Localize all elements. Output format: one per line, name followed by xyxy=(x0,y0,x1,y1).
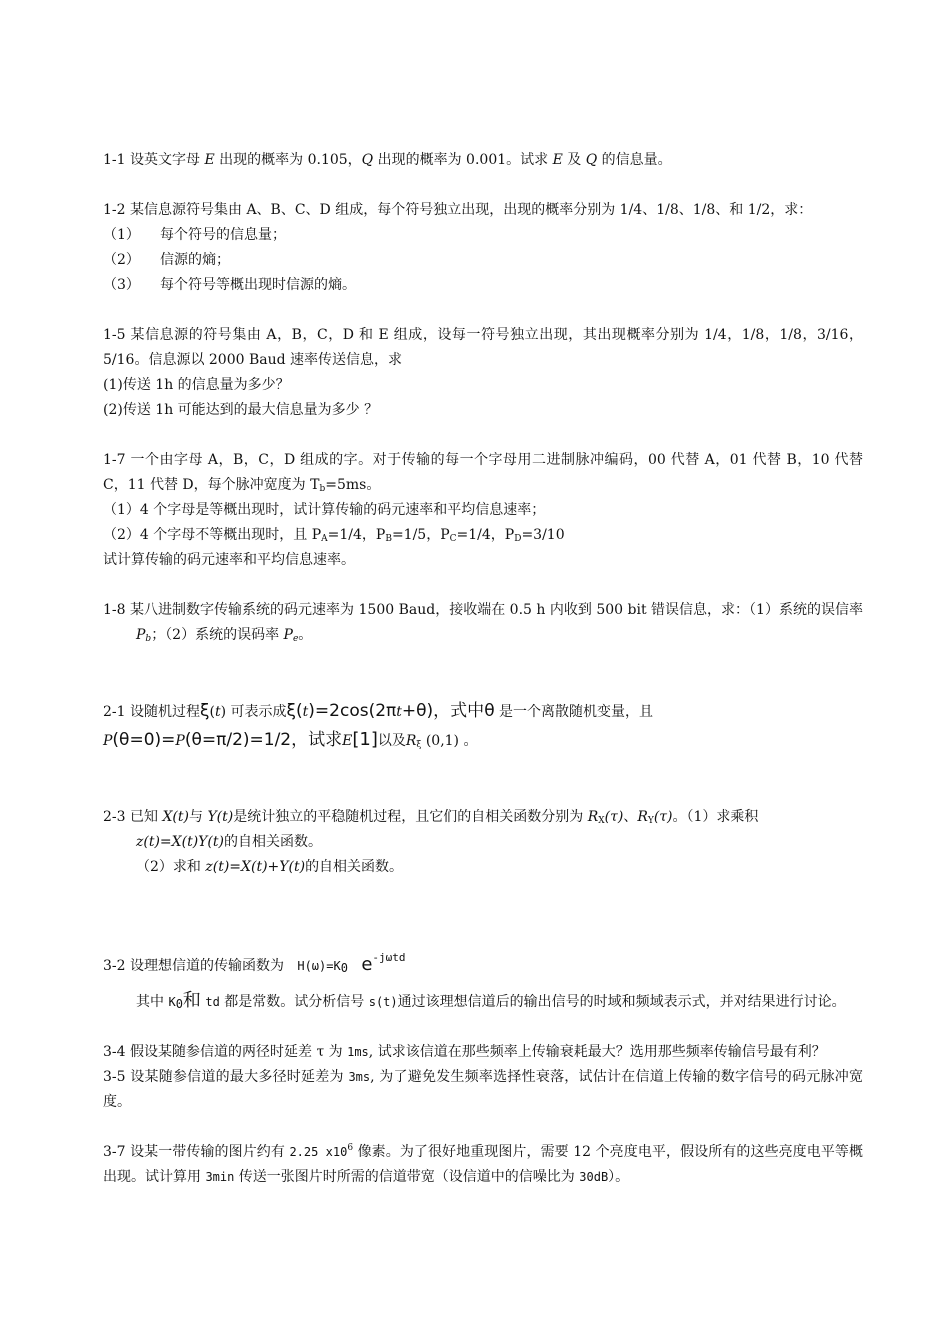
text: 设某随参信道的最大多径时延差为 xyxy=(125,1069,349,1085)
theta-symbol: θ xyxy=(484,701,495,721)
var: t xyxy=(396,704,402,720)
value: 3ms xyxy=(348,1070,371,1084)
item-number: （2） xyxy=(103,252,140,268)
var: R xyxy=(637,809,648,825)
subscript: 0 xyxy=(340,961,348,975)
superscript: 6 xyxy=(347,1143,354,1153)
text: 设某一带传输的图片约有 xyxy=(125,1144,290,1160)
text: (θ=0)= xyxy=(112,730,176,750)
var: E xyxy=(204,152,215,168)
text: （2）求和 xyxy=(136,859,206,875)
var: td xyxy=(205,995,220,1009)
problem-1-1 xyxy=(103,148,863,173)
problem-1-7 xyxy=(103,448,863,498)
text: =1/5，P xyxy=(391,527,450,543)
value: 30dB xyxy=(579,1170,609,1184)
value: 3min xyxy=(205,1170,235,1184)
problem-number: 3-4 xyxy=(103,1044,126,1060)
item-text: 每个符号等概出现时信源的熵。 xyxy=(160,277,356,293)
exp-base: e xyxy=(361,954,373,975)
sub-question: 试计算传输的码元速率和平均信息速率。 xyxy=(103,552,355,568)
subscript: A xyxy=(321,534,328,544)
problem-3-5 xyxy=(103,1065,863,1115)
list-item xyxy=(103,273,863,298)
item-text: 信源的熵； xyxy=(160,252,230,268)
text: 设随机过程 xyxy=(125,704,200,720)
text: , 试求该信道在那些频率上传输衰耗最大？选用那些频率传输信号最有利？ xyxy=(368,1044,826,1060)
item-number: （3） xyxy=(103,277,140,293)
text: ( xyxy=(209,704,215,720)
var: t xyxy=(302,704,309,720)
var: P xyxy=(136,627,146,643)
text: [1] xyxy=(352,729,378,750)
problem-2-1 xyxy=(103,698,863,726)
text: 。（1）求乘积 xyxy=(672,809,759,825)
problem-number: 3-2 xyxy=(103,958,126,974)
text: 设英文字母 xyxy=(125,152,205,168)
text: 的自相关函数。 xyxy=(305,859,404,875)
sub-question: (1)传送 1h 的信息量为多少？ xyxy=(103,377,290,393)
subscript: D xyxy=(514,534,522,544)
item-number: （1） xyxy=(103,227,140,243)
subscript: Y xyxy=(647,816,654,826)
document-body xyxy=(103,148,863,1190)
problem-3-7 xyxy=(103,1140,863,1190)
problem-text: 某信息源符号集由 A、B、C、D 组成，每个符号独立出现，出现的概率分别为 1/4、1/8、1/8、和 1/2，求： xyxy=(125,202,813,218)
text: 出现的概率为 0.001。试求 xyxy=(373,152,553,168)
text: 设理想信道的传输函数为 xyxy=(125,958,289,974)
text: ) 可表示成 xyxy=(220,704,287,720)
subscript: B xyxy=(385,534,392,544)
subscript: 0 xyxy=(175,997,183,1011)
subscript: X xyxy=(598,816,605,826)
problem-1-2 xyxy=(103,198,863,223)
text: 及 xyxy=(562,152,586,168)
text: 与 xyxy=(188,809,208,825)
subscript: C xyxy=(449,534,457,544)
transfer-function: H(ω)=K xyxy=(297,959,341,973)
text: +θ)，式中 xyxy=(401,701,485,721)
problem-text: 某信息源的符号集由 A，B，C，D 和 E 组成，设每一符号独立出现，其出现概率分别为 1/4，1/8，1/8，3/16，5/16。信息源以 2000 Baud 速率传送信息，求 xyxy=(103,327,863,368)
text: ）。 xyxy=(608,1169,630,1185)
text: ；（2）系统的误码率 xyxy=(151,627,284,643)
problem-2-3 xyxy=(103,805,863,855)
var: s(t) xyxy=(368,995,398,1009)
var: (τ) xyxy=(653,809,673,825)
text: 传送一张图片时所需的信道带宽（设信道中的信噪比为 xyxy=(234,1169,580,1185)
text: 其中 xyxy=(136,994,169,1010)
var: (τ) xyxy=(604,809,624,825)
var: R xyxy=(405,733,417,749)
var: Q xyxy=(361,152,374,168)
var: E xyxy=(342,733,353,749)
var: P xyxy=(175,733,185,749)
problem-1-8 xyxy=(103,598,863,648)
text: ( xyxy=(296,701,303,721)
value: 2.25 x10 xyxy=(289,1145,348,1159)
text: 已知 xyxy=(125,809,163,825)
problem-1-5 xyxy=(103,323,863,373)
text: =1/4，P xyxy=(456,527,515,543)
text: 和 xyxy=(182,990,201,1011)
var: P xyxy=(283,627,293,643)
var: K xyxy=(168,995,176,1009)
problem-text: 某八进制数字传输系统的码元速率为 1500 Baud，接收端在 0.5 h 内收到 500 bit 错误信息，求：（1）系统的误信率 xyxy=(125,602,863,618)
problem-3-2 xyxy=(103,952,863,980)
tau-symbol: τ xyxy=(316,1044,325,1060)
text: 、 xyxy=(623,809,638,825)
problem-number: 3-5 xyxy=(103,1069,126,1085)
var: X(t) xyxy=(162,809,189,825)
text: (0,1) 。 xyxy=(421,733,478,749)
var: Q xyxy=(585,152,598,168)
item-text: 每个符号的信息量； xyxy=(160,227,286,243)
subscript: b xyxy=(145,634,152,644)
problem-number: 1-5 xyxy=(103,327,126,343)
var: E xyxy=(552,152,563,168)
text: 是统计独立的平稳随机过程，且它们的自相关函数分别为 xyxy=(233,809,588,825)
xi-symbol: ξ xyxy=(286,701,296,721)
problem-number: 1-7 xyxy=(103,452,126,468)
problem-text: 一个由字母 A，B，C，D 组成的字。对于传输的每一个字母用二进制脉冲编码，00 代替 A，01 代替 B，10 代替 C，11 代替 D，每个脉冲宽度为 T xyxy=(103,452,863,493)
problem-number: 2-3 xyxy=(103,809,126,825)
problem-number: 2-1 xyxy=(103,704,126,720)
value: 1ms xyxy=(347,1045,369,1059)
var: t xyxy=(214,704,221,720)
text: 出现的概率为 0.105， xyxy=(214,152,362,168)
list-item xyxy=(103,223,863,248)
text: =1/4，P xyxy=(327,527,386,543)
var: z(t)=X(t)Y(t) xyxy=(136,834,224,850)
text: 是一个离散随机变量，且 xyxy=(494,704,654,720)
problem-number: 3-7 xyxy=(103,1144,126,1160)
text: =3/10 xyxy=(521,527,565,543)
subscript: ξ xyxy=(416,740,422,750)
text: 像素。为了很好地重现图片，需要 12 个亮度电平，假设所有的这些亮度电平等概出现。试计算用 xyxy=(103,1144,863,1185)
text: (θ=π/2)=1/2，试求 xyxy=(184,730,343,750)
var: z(t)=X(t)+Y(t) xyxy=(205,859,306,875)
problem-number: 1-2 xyxy=(103,202,126,218)
list-item xyxy=(103,248,863,273)
problem-2-1-line2 xyxy=(103,726,863,755)
text: 以及 xyxy=(377,733,406,749)
sub-question xyxy=(103,855,863,880)
subscript: b xyxy=(319,484,326,494)
var: Y(t) xyxy=(207,809,234,825)
problem-number: 1-1 xyxy=(103,152,126,168)
problem-3-2-body xyxy=(103,988,863,1015)
text: =5ms。 xyxy=(325,477,381,493)
xi-symbol: ξ xyxy=(200,701,210,721)
text: 为 xyxy=(324,1044,348,1060)
sub-question: (2)传送 1h 可能达到的最大信息量为多少 ？ xyxy=(103,402,379,418)
sub-question xyxy=(103,523,863,548)
text: （2）4 个字母不等概出现时，且 P xyxy=(103,527,322,543)
subscript: e xyxy=(292,634,299,644)
text: 假设某随参信道的两径时延差 xyxy=(125,1044,317,1060)
text: , 为了避免发生频率选择性衰落，试估计在信道上传输的数字信号的码元脉冲宽度。 xyxy=(103,1069,863,1110)
var: R xyxy=(587,809,599,825)
text: 通过该理想信道后的输出信号的时域和频域表示式，并对结果进行讨论。 xyxy=(397,994,846,1010)
var: P xyxy=(103,733,113,749)
text: )=2cos(2π xyxy=(308,701,397,721)
sub-question: （1）4 个字母是等概出现时，试计算传输的码元速率和平均信息速率； xyxy=(103,502,546,518)
text: 的自相关函数。 xyxy=(223,834,322,850)
text: 的信息量。 xyxy=(597,152,672,168)
text: 。 xyxy=(298,627,313,643)
exponent: -jωtd xyxy=(372,951,406,964)
text: 都是常数。试分析信号 xyxy=(219,994,369,1010)
problem-number: 1-8 xyxy=(103,602,126,618)
problem-3-4 xyxy=(103,1040,863,1065)
